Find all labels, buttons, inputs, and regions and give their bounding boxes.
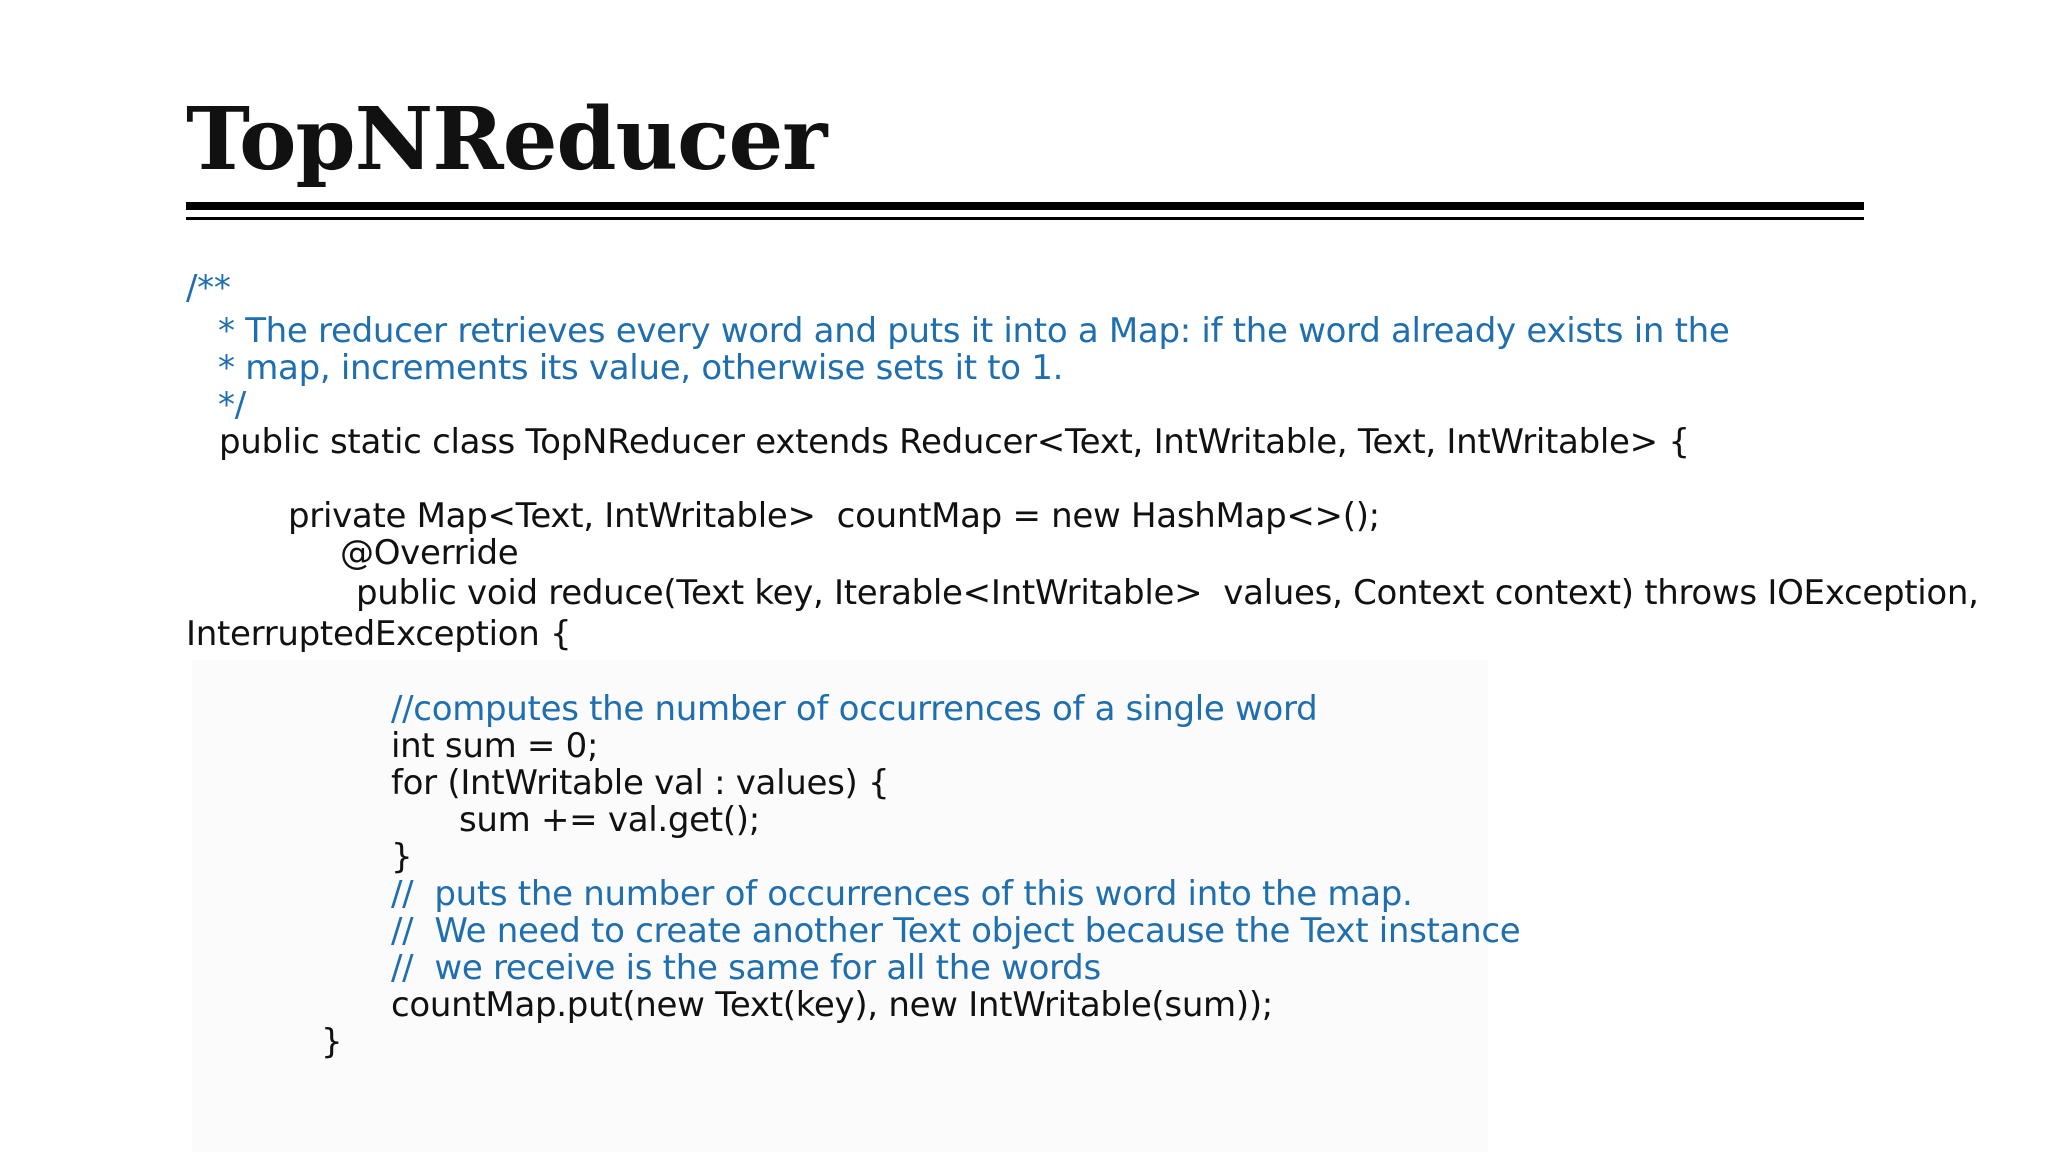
code-line: public static class TopNReducer extends Reducer<Text, IntWritable, Text, IntWritable> {	[219, 422, 1690, 462]
code-line: int sum = 0;	[391, 726, 599, 766]
code-line: /**	[186, 268, 231, 308]
code-line: }	[391, 837, 413, 877]
code-line: */	[218, 385, 246, 425]
code-line: * map, increments its value, otherwise sets it to 1.	[218, 348, 1064, 388]
code-line: @Override	[340, 533, 519, 573]
code-line: // we receive is the same for all the words	[391, 948, 1101, 988]
code-line: //computes the number of occurrences of a single word	[391, 689, 1318, 729]
code-line: sum += val.get();	[459, 800, 760, 840]
title-rule-thick	[186, 202, 1864, 210]
code-line: countMap.put(new Text(key), new IntWritable(sum));	[391, 985, 1273, 1025]
code-line: // We need to create another Text object because the Text instance	[391, 911, 1521, 951]
code-line: * The reducer retrieves every word and puts it into a Map: if the word already exists in the	[218, 311, 1730, 351]
slide-title: TopNReducer	[186, 89, 827, 190]
code-line: // puts the number of occurrences of this word into the map.	[391, 874, 1413, 914]
code-line: InterruptedException {	[186, 614, 572, 654]
code-line: private Map<Text, IntWritable> countMap = new HashMap<>();	[288, 496, 1380, 536]
code-line: public void reduce(Text key, Iterable<IntWritable> values, Context context) throws IOException,	[356, 573, 1979, 613]
title-rule-thin	[186, 217, 1864, 220]
code-line: }	[321, 1022, 343, 1062]
code-line: for (IntWritable val : values) {	[391, 763, 890, 803]
